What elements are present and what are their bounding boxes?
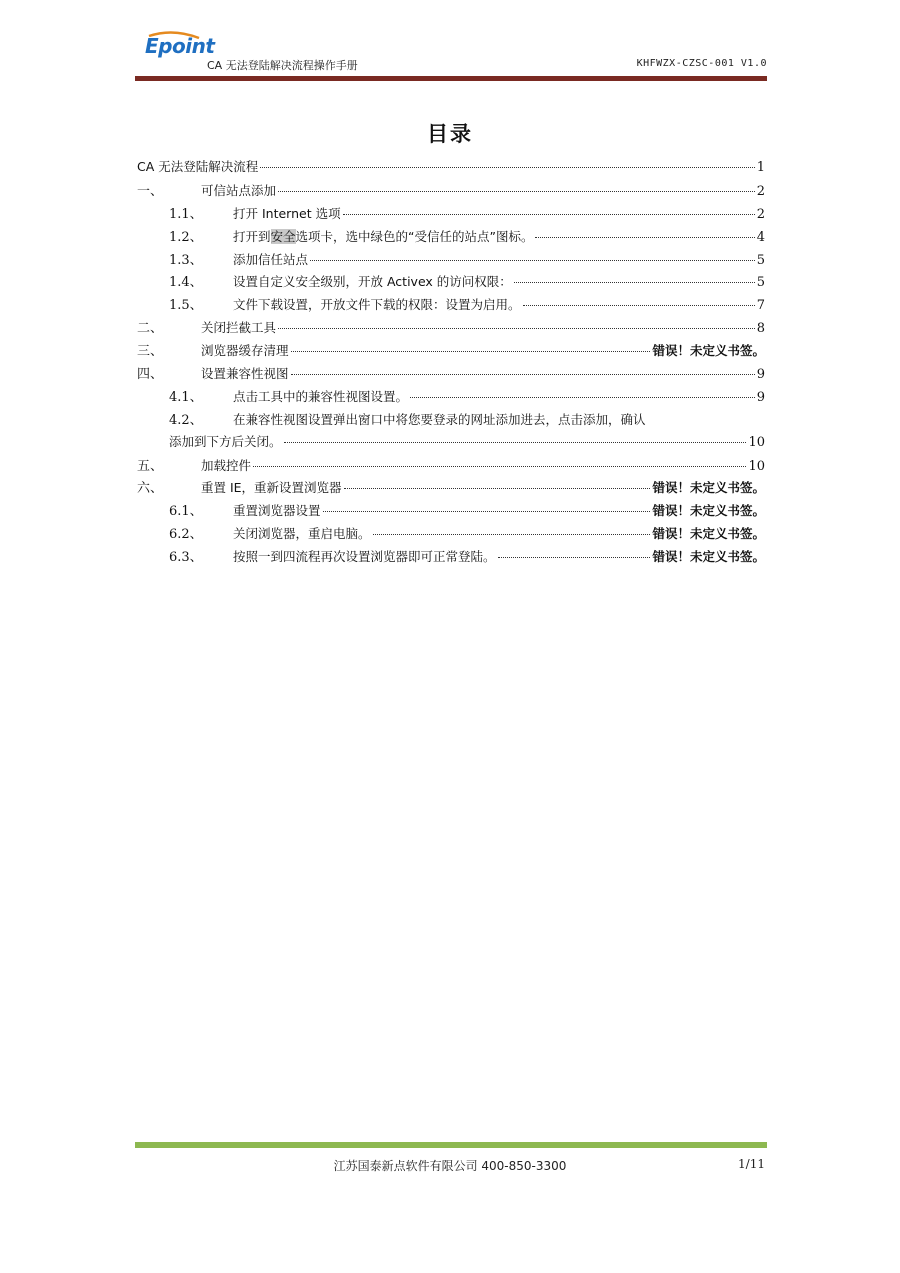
toc-entry-page: 错误！未定义书签。 [652,480,765,496]
toc-entry-page: 9 [756,389,765,405]
toc-entry[interactable] [137,249,765,272]
toc-entry-number: 四、 [137,367,164,383]
toc-dot-leader [323,510,651,512]
toc-entry-page: 1 [756,160,765,175]
toc-dot-leader [410,396,755,398]
toc-entry-page: 9 [756,367,765,383]
table-of-contents [137,157,765,569]
toc-dot-leader [291,350,651,352]
toc-entry-page: 7 [756,298,765,314]
toc-entry[interactable] [137,226,765,249]
page-header [135,30,767,84]
toc-entry-page: 5 [756,252,765,268]
toc-dot-leader [253,465,746,467]
toc-entry-number: 4.1、 [169,389,203,405]
toc-entry[interactable] [137,409,765,432]
toc-entry-number: 1.4、 [169,275,203,291]
toc-entry-page: 错误！未定义书签。 [652,503,765,519]
toc-entry-title: 可信站点添加 [201,182,277,198]
toc-entry-page: 10 [748,458,765,474]
toc-heading: 目录 [427,122,473,146]
toc-entry-title [233,227,533,245]
toc-entry-title: 添加到下方后关闭。 [169,433,282,449]
toc-entry[interactable] [137,317,765,340]
toc-dot-leader [344,487,651,489]
toc-entry[interactable] [137,455,765,478]
toc-entry-title: 添加信任站点 [233,251,309,267]
toc-entry-title: 浏览器缓存清理 [201,343,289,359]
toc-entry-number: 1.5、 [169,298,203,314]
toc-dot-leader [343,213,755,215]
footer-divider [135,1142,767,1148]
toc-entry-page: 10 [748,434,765,450]
toc-entry-page: 5 [756,275,765,291]
toc-entry-number: 1.3、 [169,252,203,268]
document-code: KHFWZX-CZSC-001 V1.0 [636,58,767,69]
toc-entry-title: 设置自定义安全级别，开放 Activex 的访问权限： [233,274,512,290]
toc-entry-title: 点击工具中的兼容性视图设置。 [233,388,409,404]
toc-dot-leader [278,190,755,192]
toc-entry-title-part: 选项卡，选中绿色的“受信任的站点”图标。 [295,228,534,244]
toc-entry[interactable] [137,157,765,180]
toc-entry-number: 1.2、 [169,229,203,245]
toc-entry-continuation[interactable] [137,432,765,455]
toc-entry-number: 三、 [137,344,164,360]
toc-dot-leader [278,327,755,329]
toc-entry-title: 加载控件 [201,457,252,473]
document-title: CA 无法登陆解决流程操作手册 [207,59,358,72]
toc-entry-title: 打开 Internet 选项 [233,205,341,221]
toc-entry-title: 设置兼容性视图 [201,366,289,382]
toc-entry-number: 一、 [137,183,164,199]
toc-entry-number: 1.1、 [169,206,203,222]
toc-dot-leader [310,259,755,261]
toc-entry-title: CA 无法登陆解决流程 [137,159,259,174]
company-logo: Epoint [145,34,215,58]
footer-company: 江苏国泰新点软件有限公司 400-850-3300 [333,1159,567,1173]
toc-entry-page: 错误！未定义书签。 [652,526,765,542]
toc-entry[interactable] [137,546,765,569]
toc-entry-title: 重置浏览器设置 [233,503,321,519]
toc-entry-page: 8 [756,321,765,337]
toc-entry-title: 关闭拦截工具 [201,320,277,336]
toc-entry[interactable] [137,203,765,226]
toc-dot-leader [284,441,747,443]
toc-entry-title-highlight: 安全 [270,228,296,244]
toc-entry-page: 错误！未定义书签。 [652,549,765,565]
toc-entry-number: 五、 [137,458,164,474]
toc-dot-leader [291,373,755,375]
header-divider [135,76,767,81]
toc-dot-leader [498,556,651,558]
toc-entry-number: 4.2、 [169,412,203,428]
toc-entry[interactable] [137,180,765,203]
toc-entry-number: 二、 [137,321,164,337]
toc-entry-title: 重置 IE，重新设置浏览器 [201,480,342,496]
toc-entry[interactable] [137,523,765,546]
toc-dot-leader [260,166,754,168]
toc-entry-number: 6.1、 [169,504,203,520]
toc-dot-leader [514,281,755,283]
toc-entry-page: 2 [756,206,765,222]
toc-entry[interactable] [137,386,765,409]
toc-entry-number: 6.3、 [169,550,203,566]
toc-entry[interactable] [137,363,765,386]
toc-entry[interactable] [137,477,765,500]
footer-page-number: 1/11 [738,1157,765,1171]
toc-entry-page: 4 [756,229,765,245]
toc-entry-page: 错误！未定义书签。 [652,343,765,359]
toc-entry-title: 按照一到四流程再次设置浏览器即可正常登陆。 [233,549,496,565]
toc-entry[interactable] [137,294,765,317]
toc-entry[interactable] [137,340,765,363]
toc-entry-title-part: 打开到 [233,228,271,244]
toc-entry[interactable] [137,500,765,523]
toc-dot-leader [373,533,651,535]
toc-dot-leader [535,236,754,238]
toc-entry-number: 六、 [137,481,164,497]
toc-entry-number: 6.2、 [169,527,203,543]
toc-entry[interactable] [137,271,765,294]
toc-entry-title: 在兼容性视图设置弹出窗口中将您要登录的网址添加进去，点击添加，确认 [233,411,646,427]
toc-entry-title: 关闭浏览器，重启电脑。 [233,526,371,542]
toc-entry-title: 文件下载设置，开放文件下载的权限：设置为启用。 [233,297,521,313]
toc-dot-leader [523,304,755,306]
toc-entry-page: 2 [756,183,765,199]
